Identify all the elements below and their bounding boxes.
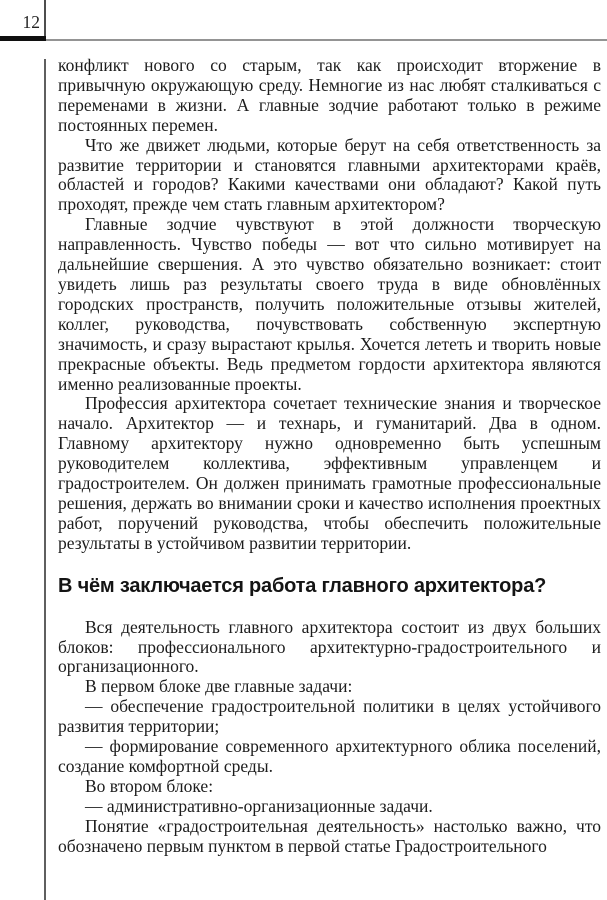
list-item-dash: — административно-организационные задачи. [85,795,433,816]
paragraph: Что же движет людьми, которые берут на себя ответственность за развитие территории и становятся главными архитекторами краёв, областей и городов? Какими качествами они обладают? Какой путь проходят, прежде чем стать главным архитектором? [58,134,601,215]
header-thin-rule [46,39,607,41]
paragraph-continues-next-page: Понятие «градостроительная деятельность» настолько важно, что обозначено первым пунктом в первой статье Градостроительного [58,815,601,856]
paragraph: Профессия архитектора сочетает технические знания и творческое начало. Архитектор — и технарь, и гуманитарий. Два в одном. Главному архитектору нужно одновременно быть успешным руководителем коллектива, эффективным управленцем и градостроителем. Он должен принимать грамотные профессиональные решения, держать во внимании сроки и качество исполнения проектных работ, поручений руководства, чтобы обеспечить положительные результаты в устойчивом развитии территории. [58,393,601,553]
paragraph: Главные зодчие чувствуют в этой должности творческую направленность. Чувство победы — вот что сильно мотивирует на дальнейшие свершения. А это чувство обязательно возникает: стоит увидеть лишь раз результаты своего труда в виде обновлённых городских пространств, получить положительные отзывы жителей, коллег, руководства, почувствовать собственную экспертную значимость, и сразу вырастают крылья. Хочется лететь и творить новые прекрасные объекты. Ведь предметом гордости архитектора являются именно реализованные проекты. [58,214,601,394]
paragraph-continuation: конфликт нового со старым, так как происходит вторжение в привычную окружающую среду. Немногие из нас любят сталкиваться с переменами в жизни. А главные зодчие работают только в режиме постоянных перемен. [58,55,601,135]
paragraph: В первом блоке две главные задачи: [85,676,353,697]
header-thick-rule [0,36,46,41]
section-heading: В чём заключается работа главного архитектора? [58,574,547,597]
page-number: 12 [22,12,40,32]
paragraph: Вся деятельность главного архитектора состоит из двух больших блоков: профессионального архитектурно-градостроительного и организационного. [58,616,601,677]
left-margin-rule [44,59,46,900]
paragraph: Во втором блоке: [85,775,214,796]
header-vertical-rule [44,0,46,37]
list-item-dash: — обеспечение градостроительной политики в целях устойчивого развития территории; [58,696,601,737]
text-column [58,56,601,857]
list-item-dash: — формирование современного архитектурного облика поселений, создание комфортной среды. [58,736,601,776]
